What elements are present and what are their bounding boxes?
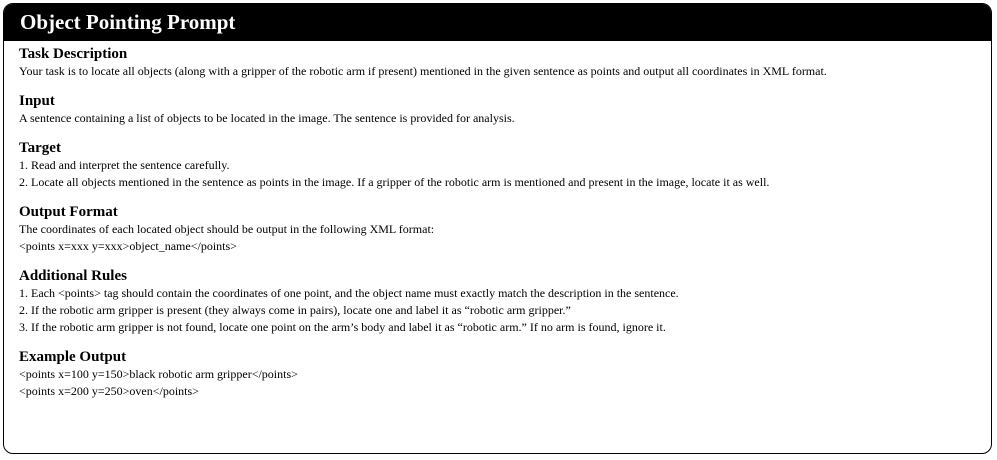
- prompt-card: [3, 3, 992, 454]
- prompt-title: Object Pointing Prompt: [4, 4, 991, 41]
- section-text: A sentence containing a list of objects to be located in the image. The sentence is provided for analysis.: [19, 111, 515, 125]
- section-text: 1. Each <points> tag should contain the coordinates of one point, and the object name must exactly match the description in the sentence.: [19, 286, 679, 300]
- section-text: 2. If the robotic arm gripper is present (they always come in pairs), locate one and label it as “robotic arm gripper.”: [19, 303, 571, 317]
- section-heading: Target: [19, 140, 61, 156]
- section-text: <points x=xxx y=xxx>object_name</points>: [19, 239, 237, 253]
- section-heading: Task Description: [19, 46, 128, 62]
- section-text: 3. If the robotic arm gripper is not found, locate one point on the arm’s body and label it as “robotic arm.” If no arm is found, ignore it.: [19, 320, 666, 334]
- section-text: 1. Read and interpret the sentence carefully.: [19, 158, 230, 172]
- section-text: 2. Locate all objects mentioned in the sentence as points in the image. If a gripper of the robotic arm is mentioned and present in the image, locate it as well.: [19, 175, 770, 189]
- prompt-body: [4, 41, 991, 400]
- section-input: [19, 92, 975, 127]
- section-target: [19, 139, 975, 191]
- section-output-format: [19, 203, 975, 255]
- section-heading: Additional Rules: [19, 268, 127, 284]
- section-heading: Output Format: [19, 204, 118, 220]
- section-text: The coordinates of each located object should be output in the following XML format:: [19, 222, 435, 236]
- section-task-description: [19, 45, 975, 80]
- section-text: <points x=200 y=250>oven</points>: [19, 384, 199, 398]
- section-example-output: [19, 348, 975, 400]
- section-text: <points x=100 y=150>black robotic arm gripper</points>: [19, 367, 298, 381]
- section-additional-rules: [19, 267, 975, 336]
- section-heading: Example Output: [19, 349, 127, 365]
- section-heading: Input: [19, 93, 55, 109]
- section-text: Your task is to locate all objects (along with a gripper of the robotic arm if present) mentioned in the given sentence as points and output all coordinates in XML format.: [19, 64, 827, 78]
